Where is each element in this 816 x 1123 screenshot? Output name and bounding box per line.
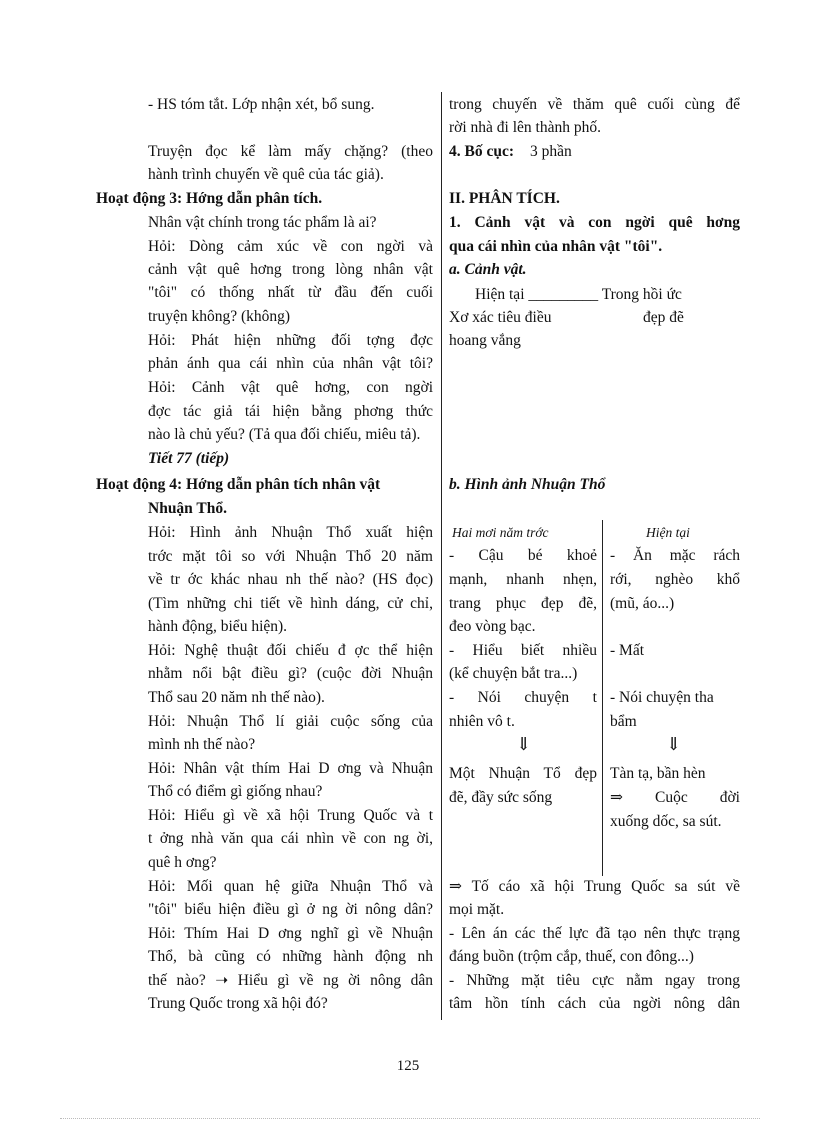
left-line: "tôi" có thống nhất từ đầu đến cuối — [148, 284, 433, 301]
left-line: Tiết 77 (tiếp) — [148, 450, 230, 467]
left-line: Hoạt động 4: Hớng dẫn phân tích nhân vật — [96, 476, 381, 493]
left-line: cảnh vật quê hơng trong lòng nhân vật — [148, 261, 433, 278]
right-bottom-line: ⇒ Tố cáo xã hội Trung Quốc sa sút về — [449, 878, 740, 895]
left-line: trớc mặt tôi so với Nhuận Thổ 20 năm — [148, 548, 433, 565]
right-line: Xơ xác tiêu điều — [449, 309, 552, 326]
right-line: 4. Bố cục: — [449, 143, 515, 160]
comparison-left-line: mạnh, nhanh nhẹn, — [449, 571, 597, 588]
right-line: a. Cảnh vật. — [449, 261, 527, 278]
left-line: Hoạt động 3: Hớng dẫn phân tích. — [96, 190, 323, 207]
right-bottom-line: - Lên án các thế lực đã tạo nên thực trạng — [449, 925, 740, 942]
comparison-right-line: - Ăn mặc rách — [610, 547, 740, 564]
left-line: Hỏi: Nhuận Thổ lí giải cuộc sống của — [148, 713, 433, 730]
right-line: trong chuyến về thăm quê cuối cùng để — [449, 96, 740, 113]
comparison-left-line: trang phục đẹp đẽ, — [449, 595, 597, 612]
comparison-right-line: (mũ, áo...) — [610, 595, 675, 612]
right-line: 3 phần — [530, 143, 572, 160]
comparison-left-line: - Nói chuyện t — [449, 689, 597, 706]
left-line: Hỏi: Hiểu gì về xã hội Trung Quốc và t — [148, 807, 433, 824]
comparison-divider — [602, 520, 603, 876]
right-bottom-line: mọi mặt. — [449, 901, 505, 918]
comparison-left-line: đẽ, đầy sức sống — [449, 789, 553, 806]
right-line: hoang vắng — [449, 332, 521, 349]
left-line: Thổ có điểm gì giống nhau? — [148, 783, 323, 800]
comparison-header-left: Hai mơi năm trớc — [452, 525, 549, 540]
left-line: hành động, biểu hiện). — [148, 618, 288, 635]
right-line: đẹp đẽ — [643, 309, 684, 326]
left-line: Hỏi: Cảnh vật quê hơng, con ngời — [148, 379, 433, 396]
left-line: nhằm nổi bật điều gì? (cuộc đời Nhuận — [148, 665, 433, 682]
comparison-left-line: Một Nhuận Tổ đẹp — [449, 765, 597, 782]
left-line: Thổ, bà cũng có những hành động nh — [148, 948, 433, 965]
right-bottom-line: đáng buồn (trộm cắp, thuế, con đông...) — [449, 948, 694, 965]
comparison-left-line: - Hiểu biết nhiều — [449, 642, 597, 659]
left-line: Hỏi: Hình ảnh Nhuận Thổ xuất hiện — [148, 524, 433, 541]
left-line: Trung Quốc trong xã hội đó? — [148, 995, 328, 1012]
right-line: qua cái nhìn của nhân vật "tôi". — [449, 238, 663, 255]
comparison-right-line: rới, nghèo khổ — [610, 571, 740, 588]
comparison-header-right: Hiện tại — [646, 525, 690, 540]
left-line: nào là chủ yếu? (Tả qua đối chiếu, miêu tả). — [148, 426, 421, 443]
left-line: Hỏi: Phát hiện những đối tợng đợc — [148, 332, 433, 349]
left-line: về tr ớc khác nhau nh thế nào? (HS đọc) — [148, 571, 433, 588]
right-line: 1. Cảnh vật và con ngời quê hơng — [449, 214, 740, 231]
comparison-left-line: nhiên vô t. — [449, 713, 515, 730]
left-line: truyện không? (không) — [148, 308, 291, 325]
right-line: b. Hình ảnh Nhuận Thổ — [449, 476, 606, 493]
right-line: II. PHÂN TÍCH. — [449, 190, 560, 207]
left-line: Hỏi: Nhân vật thím Hai D ơng và Nhuận — [148, 760, 433, 777]
comparison-right-line: xuống dốc, sa sút. — [610, 813, 722, 830]
down-double-arrow-icon: ⇓ — [666, 734, 682, 754]
left-line: Truyện đọc kể làm mấy chặng? (theo — [148, 143, 433, 160]
footer-rule — [60, 1118, 760, 1119]
left-line: mình nh thế nào? — [148, 736, 256, 753]
comparison-left-line: đeo vòng bạc. — [449, 618, 536, 635]
left-line: Hỏi: Mối quan hệ giữa Nhuận Thổ và — [148, 878, 433, 895]
left-line: Hỏi: Thím Hai D ơng nghĩ gì về Nhuận — [148, 925, 433, 942]
down-double-arrow-icon: ⇓ — [516, 734, 532, 754]
left-line: (Tìm những chi tiết về hình dáng, cử chỉ, — [148, 595, 433, 612]
right-bottom-line: - Những mặt tiêu cực nằm ngay trong — [449, 972, 740, 989]
comparison-right-line: Tàn tạ, bần hèn — [610, 765, 706, 782]
left-line: Hỏi: Nghệ thuật đối chiếu đ ợc thể hiện — [148, 642, 433, 659]
right-line: rời nhà đi lên thành phố. — [449, 119, 601, 136]
left-line: hành trình chuyến về quê của tác giả). — [148, 166, 384, 183]
comparison-left-line: (kể chuyện bắt tra...) — [449, 665, 578, 682]
column-divider — [441, 92, 442, 1020]
left-line: Thổ sau 20 năm nh thế nào). — [148, 689, 325, 706]
left-line: - HS tóm tắt. Lớp nhận xét, bổ sung. — [148, 96, 375, 113]
comparison-right-line: bẩm — [610, 713, 637, 730]
right-bottom-line: tâm hồn tính cách của ngời nông dân — [449, 995, 740, 1012]
comparison-right-line: ⇒ Cuộc đời — [610, 789, 740, 806]
comparison-right-line: - Mất — [610, 642, 645, 659]
left-line: Nhuận Thổ. — [148, 500, 227, 517]
left-line: đợc tác giả tái hiện bằng phơng thức — [148, 403, 433, 420]
left-line: phản ánh qua cái nhìn của nhân vật tôi? — [148, 355, 433, 372]
right-line: Hiện tại _________ Trong hồi ức — [475, 286, 682, 303]
comparison-left-line: - Cậu bé khoẻ — [449, 547, 597, 564]
left-line: Hỏi: Dòng cảm xúc về con ngời và — [148, 238, 433, 255]
left-line: quê h ơng? — [148, 854, 217, 871]
left-line: "tôi" biểu hiện điều gì ở ng ời nông dân? — [148, 901, 433, 918]
comparison-right-line: - Nói chuyện tha — [610, 689, 714, 706]
page-number: 125 — [396, 1058, 420, 1074]
left-line: thế nào? ➝ Hiểu gì về ng ời nông dân — [148, 972, 433, 989]
left-line: Nhân vật chính trong tác phẩm là ai? — [148, 214, 377, 231]
left-line: t ởng nhà văn qua cái nhìn về con ng ời, — [148, 830, 433, 847]
